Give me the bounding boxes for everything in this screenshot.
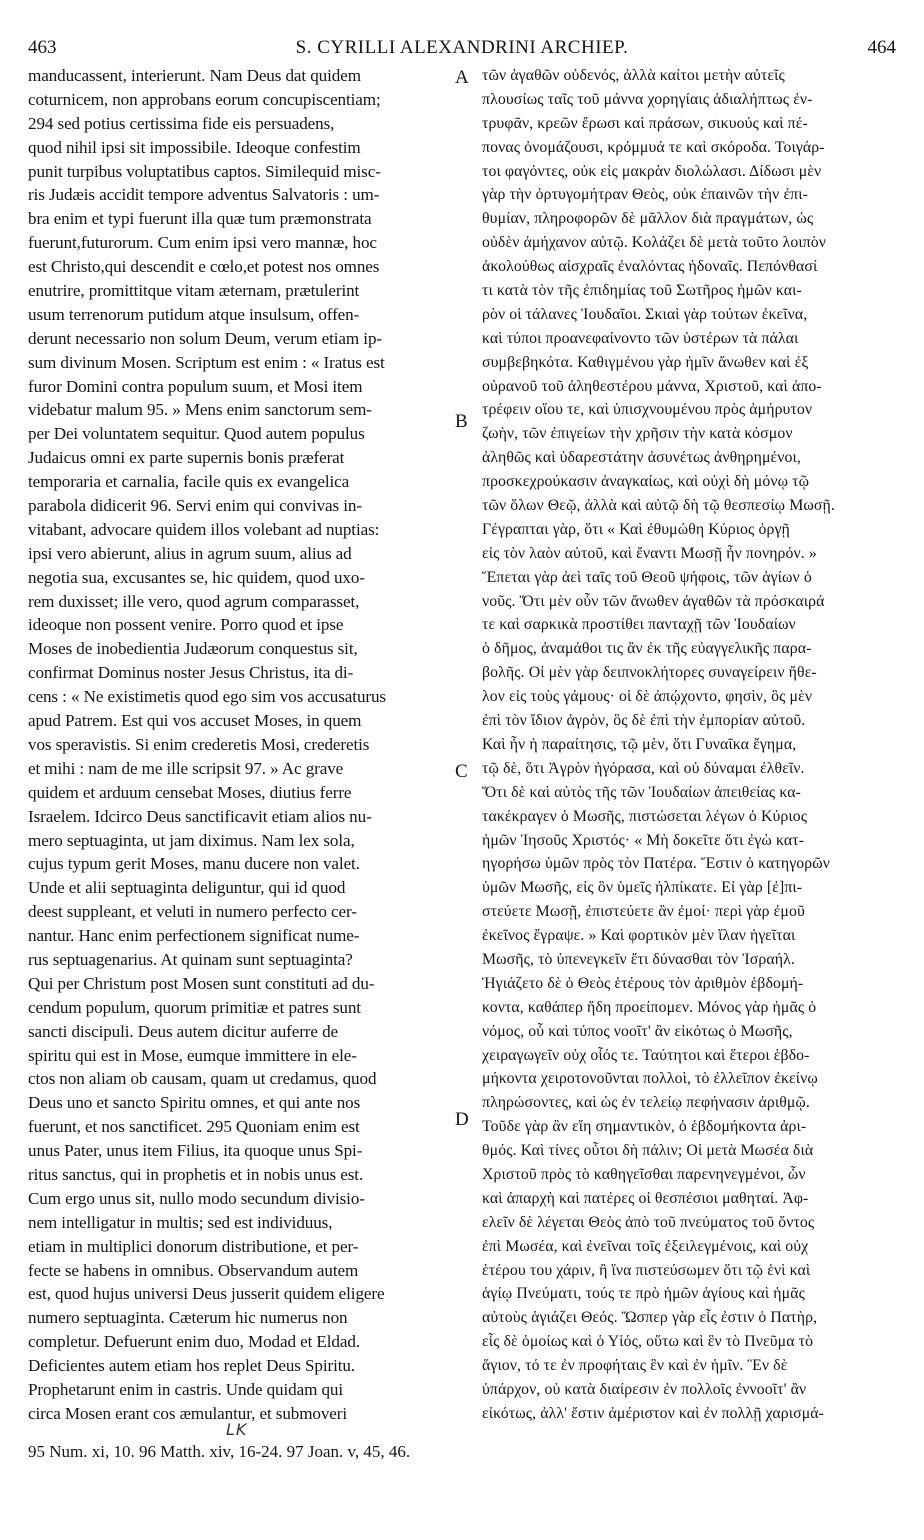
latin-text-line: Deus uno et sancto Spiritu omnes, et qui ante nos <box>28 1093 361 1113</box>
latin-text-line: usum terrenorum putidum atque insulsum, offen- <box>28 304 360 324</box>
latin-text-line: sum divinum Mosen. Scriptum est enim : « Iratus est <box>28 352 385 372</box>
latin-text-line: nantur. Hanc enim perfectionem significat nume- <box>28 926 360 946</box>
latin-text-line: deest suppleant, et veluti in numero perfecto cer- <box>28 902 357 922</box>
greek-text-line: ἀληθῶς καὶ ὑδαρεστάτην ἀσυνέτως ἀνθηρημένοι, <box>482 449 801 467</box>
greek-text-line: τι κατὰ τὸν τῆς ἐπιδημίας τοῦ Σωτῆρος ἡμῶν και- <box>482 282 802 300</box>
greek-text-line: νοῦς. Ὅτι μὲν οὖν τῶν ἄνωθεν ἀγαθῶν τὰ πρόσκαιρά <box>482 592 825 610</box>
greek-text-line: Ὅτι δὲ καὶ αὐτὸς τῆς τῶν Ἰουδαίων ἀπειθείας κα- <box>482 783 801 801</box>
greek-text-line: ἀκολούθως αἰσχραῖς ἐναλόντας ἡδοναῖς. Πεπόνθασί <box>482 258 818 276</box>
latin-text-line: rem duxisset; ille vero, quod agrum comparasset, <box>28 591 360 611</box>
latin-text-line: derunt necessario non solum Deum, verum etiam ip- <box>28 328 382 348</box>
greek-text-line: οὐρανοῦ τοῦ ἀληθεστέρου μάννα, Χριστοῦ, καὶ ἀπο- <box>482 377 822 395</box>
greek-text-line: λον εἰς τοὺς γάμους· οἱ δὲ ἀπῴχοντο, φησὶν, ὃς μὲν <box>482 688 813 706</box>
greek-text-line: τρυφᾶν, κρεῶν ἔρωσι καὶ πράσων, σικυούς καὶ πέ- <box>482 114 808 132</box>
greek-text-line: ὁ δῆμος, ἀναμάθοι τις ἂν ἐκ τῆς εὐαγγελικῆς παρα- <box>482 640 812 658</box>
greek-text-line: ἁγίῳ Πνεύματι, τούς τε πρὸ ἡμῶν ἁγίους καὶ ἡμᾶς <box>482 1285 805 1303</box>
latin-text-line: completur. Defuerunt enim duo, Modad et Eldad. <box>28 1332 360 1352</box>
latin-text-line: Unde et alii septuaginta deliguntur, qui id quod <box>28 878 346 898</box>
latin-text-line: manducassent, interierunt. Nam Deus dat quidem <box>28 66 361 85</box>
greek-text-line: καὶ τύποι προανεφαίνοντο τῶν ὑστέρων τὰ πάλαι <box>482 329 799 347</box>
greek-text-line: Γέγραπται γὰρ, ὅτι « Καὶ ἐθυμώθη Κύριος ὀργῇ <box>482 520 790 538</box>
greek-text-line: ἐκεῖνος ἔγραψε. » Καὶ φορτικὸν μὲν ἴλαν ἡγεῖται <box>482 927 796 945</box>
greek-text-line: ἐπὶ τὸν ἴδιον ἀγρὸν, ὃς δὲ ἐπὶ τὴν ἐμπορίαν αὐτοῦ. <box>482 712 806 730</box>
latin-text-line: per Dei voluntatem sequitur. Quod autem populus <box>28 424 365 444</box>
latin-text-line: quidem et arduum censebat Moses, diutius ferre <box>28 782 352 802</box>
latin-text-line: nem intelligatur in multis; sed est individuus, <box>28 1212 333 1232</box>
latin-text-line: cujus typum gerit Moses, manu ducere non valet. <box>28 854 360 874</box>
greek-text-line: τοι φαγόντες, οὐκ εἰς μακρὰν διολώλασι. Δίδωσι μὲν <box>482 162 822 180</box>
margin-marker-a: A <box>455 67 469 88</box>
greek-column <box>482 64 900 1426</box>
latin-text-line: ipsi vero abierunt, alius in agrum suum, alius ad <box>28 543 352 563</box>
latin-text-line: etiam in multiplici donorum distributione, et per- <box>28 1236 359 1256</box>
greek-text-line: γὰρ τὴν ὀρτυγομήτραν Θεὸς, οὐκ ἐπαινῶν τὴν ἐπι- <box>482 186 808 204</box>
greek-text-line: Ἕπεται γὰρ ἀεὶ ταῖς τοῦ Θεοῦ ψήφοις, τῶν ἁγίων ὁ <box>482 568 812 586</box>
greek-text-line: ὑμῶν Μωσῆς, εἰς ὃν ὑμεῖς ἠλπίκατε. Εἰ γὰρ [ἐ]πι- <box>482 879 803 897</box>
latin-text-line: cendum populum, quorum primitiæ et patres sunt <box>28 997 361 1017</box>
latin-text-line: est, quod hujus universi Deus jusserit quidem eligere <box>28 1284 385 1304</box>
margin-marker-b: B <box>455 411 468 432</box>
greek-text-line: στεύετε Μωσῇ, ἐπιστεύετε ἂν ἐμοί· περὶ γὰρ ἐμοῦ <box>482 903 805 921</box>
latin-text-line: cens : « Ne existimetis quod ego sim vos accusaturus <box>28 687 386 707</box>
greek-text-line: τῷ δὲ, ὅτι Ἀγρὸν ἠγόρασα, καὶ οὐ δύναμαι ἐλθεῖν. <box>482 759 805 777</box>
latin-text-line: vos speravistis. Si enim crederetis Mosi, crederetis <box>28 734 370 754</box>
latin-text-line: rus septuagenarius. At quinam sunt septuaginta? <box>28 949 353 969</box>
greek-text-line: ἐπὶ Μωσέα, καὶ ἐνεῖναι τοῖς ἐξειλεγμένοις, καὶ οὐχ <box>482 1237 809 1255</box>
greek-text-line: ελεῖν δὲ λέγεται Θεὸς ἀπὸ τοῦ πνεύματος τοῦ ὄντος <box>482 1213 815 1231</box>
latin-text-line: mero septuaginta, ut jam diximus. Nam lex sola, <box>28 830 355 850</box>
latin-text-line: bra enim et typi fuerunt illa quæ tum præmonstrata <box>28 209 372 229</box>
footnotes: 95 Num. xi, 10. 96 Matth. xiv, 16-24. 97 Joan. v, 45, 46. <box>28 1442 411 1461</box>
latin-text-line: unus Pater, unus item Filius, ita quoque unus Spi- <box>28 1141 363 1161</box>
running-title: S. CYRILLI ALEXANDRINI ARCHIEP. <box>295 37 629 58</box>
greek-text-line: Ἡγιάζετο δὲ ὁ Θεὸς ἑτέρους τὸν ἀριθμὸν ἑβδομή- <box>482 974 804 992</box>
greek-text-line: ἅγιον, τό τε ἐν προφήταις ἓν καὶ ἐν ἡμῖν. Ἓν δὲ <box>482 1357 788 1375</box>
greek-text-line: πληρώσοντες, καὶ ὡς ἐν τελείῳ πεφήνασιν ἀριθμῷ. <box>482 1094 810 1112</box>
latin-text-line: Israelem. Idcirco Deus sanctificavit etiam alios nu- <box>28 806 372 826</box>
greek-text-line: καὶ ἀπαρχὴ καὶ πατέρες οἱ θεσπέσιοι μαθηταί. Ἀφ- <box>482 1189 809 1207</box>
greek-text-line: εἷς δὲ ὁμοίως καὶ ὁ Υἱός, οὕτω καὶ ἓν τὸ Πνεῦμα τὸ <box>482 1333 814 1351</box>
margin-marker-d: D <box>455 1109 469 1130</box>
greek-text-line: Χριστοῦ πρὸς τὸ καθηγεῖσθαι παρενηνεγμένοι, ὧν <box>482 1165 806 1183</box>
latin-text-line: ctos non aliam ob causam, quam ut credamus, quod <box>28 1069 377 1089</box>
latin-text-line: coturnicem, non approbans eorum concupiscentiam; <box>28 89 381 109</box>
latin-text-line: fecte se habens in omnibus. Observandum autem <box>28 1260 359 1280</box>
greek-text-line: Καὶ ἦν ἡ παραίτησις, τῷ μὲν, ὅτι Γυναῖκα ἔγημα, <box>482 735 797 753</box>
latin-text-line: punit turpibus voluptatibus captos. Similequid misc- <box>28 161 381 181</box>
latin-text-line: apud Patrem. Est qui vos accuset Moses, in quem <box>28 711 362 731</box>
greek-text-line: μήκοντα χειροτονοῦνται πολλοὶ, τὸ ἐλλεῖπον ἐκείνῳ <box>482 1070 818 1088</box>
latin-text-line: numero septuaginta. Cæterum hic numerus non <box>28 1308 348 1328</box>
latin-text-line: Qui per Christum post Mosen sunt constituti ad du- <box>28 973 375 993</box>
greek-text-line: τρέφειν οἵου τε, καὶ ὑπισχνουμένου πρὸς ἀμήρυτον <box>482 401 813 419</box>
latin-text-line: quod nihil ipsi sit impossibile. Ideoque confestim <box>28 137 361 157</box>
greek-text-line: ζωὴν, τῶν ἐπιγείων τὴν χρῆσιν τὴν κατὰ κόσμον <box>482 425 793 443</box>
margin-marker-c: C <box>455 761 468 782</box>
latin-text-line: videbatur malum 95. » Mens enim sanctorum sem- <box>28 400 372 420</box>
running-header <box>28 36 896 60</box>
greek-text-line: τακέκραγεν ὁ Μωσῆς, πιστώσεται λέγων ὁ Κύριος <box>482 807 808 825</box>
greek-text-line: τῶν ἀγαθῶν οὐδενός, ἀλλὰ καίτοι μετὴν αὐτεῖς <box>482 67 785 84</box>
greek-text-line: αὐτοὺς ἁγιάζει Θεός. Ὥσπερ γὰρ εἷς ἐστιν ὁ Πατὴρ, <box>482 1309 818 1327</box>
greek-text-line: οὐδὲν ἀμήχανον αὐτῷ. Κολάζει δὲ μετὰ τοῦτο λοιπὸν <box>482 234 827 252</box>
latin-text-line: Deficientes autem etiam hos replet Deus Spiritu. <box>28 1356 356 1376</box>
greek-text-line: χειραγωγεῖν οὐχ οἷός τε. Ταύτητοι καὶ ἕτεροι ἑβδο- <box>482 1046 810 1064</box>
greek-text-line: ἡμῶν Ἰησοῦς Χριστός· « Μὴ δοκεῖτε ὅτι ἐγὼ κατ- <box>482 831 805 849</box>
latin-text-line: Judaicus omni ex parte supernis bonis præferat <box>28 448 345 468</box>
latin-text-line: temporaria et carnalia, facile quis ex evangelica <box>28 472 350 492</box>
greek-text-line: Μωσῆς, τὸ ὑπενεγκεῖν ἔτι δύνασθαι τὸν Ἰσραήλ. <box>482 950 795 968</box>
latin-text-line: fuerunt, et nos sanctificet. 295 Quoniam enim est <box>28 1117 360 1137</box>
latin-text-line: furor Domini contra populum suum, et Mosi item <box>28 376 363 396</box>
greek-text-line: εἰκότως, ἀλλ' ἔστιν ἀμέριστον καὶ ἐν πολλῇ χαρισμά- <box>482 1404 825 1422</box>
latin-text-line: negotia sua, excusantes se, hic quidem, quod uxo- <box>28 567 365 587</box>
latin-text-line: confirmat Dominus noster Jesus Christus, ita di- <box>28 663 354 683</box>
page-number-right: 464 <box>867 37 896 58</box>
latin-text-line: Cum ergo unus sit, nullo modo secundum divisio- <box>28 1188 365 1208</box>
latin-text-line: Moses de inobedientia Judæorum conquestus sit, <box>28 639 358 659</box>
greek-text-line: βολῆς. Οἱ μὲν γὰρ δειπνοκλήτορες συναγείρειν ἤθε- <box>482 664 817 682</box>
latin-column <box>28 64 452 1426</box>
latin-text-line: circa Mosen erant cos æmulantur, et submoveri <box>28 1403 348 1423</box>
greek-text-line: ὑπάρχον, οὐ κατὰ διαίρεσιν ἐν πολλοῖς ἐννοοῖτ' ἂν <box>482 1380 807 1398</box>
latin-text-line: Prophetarunt enim in castris. Unde quidam qui <box>28 1379 343 1399</box>
latin-text-line: ris Judæis accidit tempore adventus Salvatoris : um- <box>28 185 380 205</box>
greek-text-line: ηγορήσω ὑμῶν πρὸς τὸν Πατέρα. Ἔστιν ὁ κατηγορῶν <box>482 855 830 873</box>
greek-text-line: τῶν ὅλων Θεῷ, ἀλλὰ καὶ αὐτῷ δὴ τῷ θεσπεσίῳ Μωσῇ. <box>482 497 835 515</box>
greek-text-line: πλουσίως ταῖς τοῦ μάννα χορηγίαις ἀδιαλήπτως ἐν- <box>482 90 813 108</box>
latin-text-line: spiritu qui est in Mose, eumque immittere in ele- <box>28 1045 357 1065</box>
handwritten-mark: LK <box>226 1420 248 1439</box>
greek-text-line: Τοῦδε γὰρ ἂν εἴη σημαντικὸν, ὁ ἑβδομήκοντα ἀρι- <box>482 1118 807 1136</box>
greek-text-line: πονας ὀνομάζουσι, κρόμμυά τε καὶ σκόροδα. Τοιγάρ- <box>482 138 825 156</box>
latin-text-line: sancti discipuli. Deus autem dicitur auferre de <box>28 1021 338 1041</box>
greek-text-line: κοντα, καθάπερ ἤδη προείπομεν. Μόνος γὰρ ἡμᾶς ὁ <box>482 998 817 1016</box>
page-number-left: 463 <box>28 37 57 58</box>
latin-text-line: vitabant, advocare quidem illos volebant ad nuptias: <box>28 519 380 539</box>
greek-text-line: τε καὶ σαρκικὰ προστίθει πανταχῇ τῶν Ἰουδαίων <box>482 616 796 634</box>
greek-text-line: ρὸν οἱ τάλανες Ἰουδαῖοι. Σκιαὶ γὰρ τούτων ἐκεῖνα, <box>482 305 808 323</box>
greek-text-line: συμβεβηκότα. Καθιγμένου γὰρ ἡμῖν ἄνωθεν καὶ ἐξ <box>482 353 809 371</box>
latin-text-line: ideoque non possent venire. Porro quod et ipse <box>28 615 344 635</box>
latin-text-line: ritus sanctus, qui in prophetis et in nobis unus est. <box>28 1164 364 1184</box>
greek-text-line: θυμίαν, πληροφορῶν δὲ μᾶλλον διὰ πραγμάτων, ὡς <box>482 210 814 228</box>
latin-text-line: et mihi : nam de me ille scripsit 97. » Ac grave <box>28 758 344 778</box>
latin-text-line: fuerunt,futurorum. Cum enim ipsi vero mannæ, hoc <box>28 233 377 253</box>
latin-text-line: parabola didicerit 96. Servi enim qui convivas in- <box>28 496 362 516</box>
greek-text-line: ἑτέρου του χάριν, ἢ ἵνα πιστεύσωμεν ὅτι τῷ ἑνὶ καὶ <box>482 1261 811 1279</box>
latin-text-line: enutrire, promittitque vitam æternam, prætulerint <box>28 281 360 301</box>
latin-text-line: 294 sed potius certissima fide eis persuadens, <box>28 113 335 133</box>
greek-text-line: νόμος, οὗ καὶ τύπος νοοῖτ' ἂν εἰκότως ὁ Μωσῆς, <box>482 1022 793 1040</box>
greek-text-line: προσκεχρούκασιν ἀναγκαίως, καὶ οὐχὶ δὴ μόνῳ τῷ <box>482 473 810 491</box>
greek-text-line: θμός. Καὶ τίνες οὗτοι δὴ πάλιν; Οἱ μετὰ Μωσέα διὰ <box>482 1142 814 1160</box>
greek-text-line: εἰς τὸν λαὸν αὐτοῦ, καὶ ἔναντι Μωσῇ ἦν πονηρόν. » <box>482 544 817 562</box>
latin-text-line: est Christo,qui descendit e cœlo,et potest nos omnes <box>28 257 380 277</box>
